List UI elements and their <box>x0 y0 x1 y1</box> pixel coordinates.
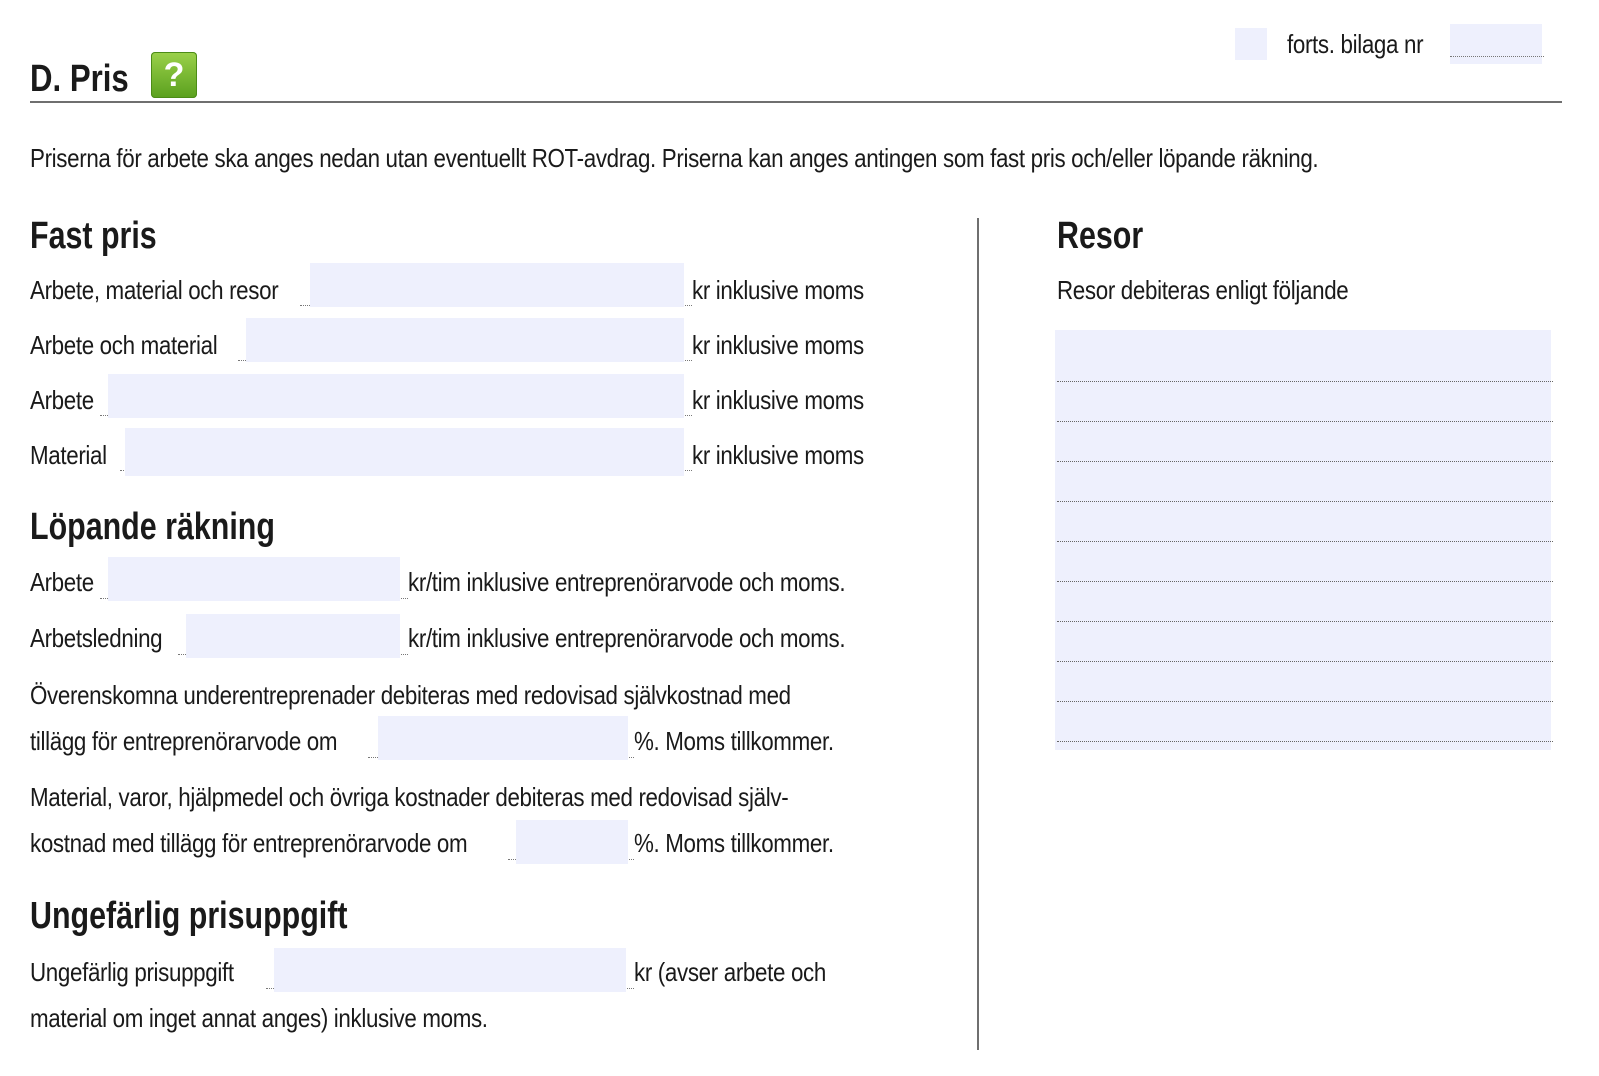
resor-label: Resor debiteras enligt följande <box>1057 275 1349 305</box>
fortsattning-checkbox[interactable] <box>1235 28 1267 60</box>
fast-pris-input-4[interactable] <box>125 428 684 476</box>
lopande-label-1: Arbete <box>30 567 94 597</box>
resor-textarea[interactable] <box>1055 330 1551 750</box>
resor-line <box>1057 621 1553 622</box>
lopande-input-1[interactable] <box>108 557 400 601</box>
bilaga-nr-underline <box>1450 56 1544 57</box>
underentreprenad-percent-input[interactable] <box>378 716 628 760</box>
resor-line <box>1057 381 1553 382</box>
resor-line <box>1057 421 1553 422</box>
ungefarlig-heading: Ungefärlig prisuppgift <box>30 895 348 937</box>
header-divider <box>30 101 1562 103</box>
ungefarlig-input[interactable] <box>274 948 626 992</box>
resor-line <box>1057 701 1553 702</box>
lopande-label-2: Arbetsledning <box>30 623 163 653</box>
section-title: D. Pris <box>30 58 129 100</box>
ungefarlig-suffix-2: material om inget annat anges) inklusive moms. <box>30 1003 488 1033</box>
fast-pris-input-1[interactable] <box>310 263 684 307</box>
fast-pris-label-2: Arbete och material <box>30 330 218 360</box>
fast-pris-suffix-1: kr inklusive moms <box>692 275 864 305</box>
fast-pris-label-1: Arbete, material och resor <box>30 275 279 305</box>
help-icon[interactable]: ? <box>151 52 197 98</box>
material-line2: kostnad med tillägg för entreprenörarvode om <box>30 828 468 858</box>
resor-line <box>1057 461 1553 462</box>
fast-pris-input-2[interactable] <box>246 318 684 362</box>
material-percent-input[interactable] <box>516 820 628 864</box>
fast-pris-label-4: Material <box>30 440 107 470</box>
lopande-input-2[interactable] <box>186 614 400 658</box>
resor-heading: Resor <box>1057 215 1144 257</box>
fortsattning-label: forts. bilaga nr <box>1287 29 1424 59</box>
resor-line <box>1057 661 1553 662</box>
intro-text: Priserna för arbete ska anges nedan utan eventuellt ROT-avdrag. Priserna kan anges antingen som fast pris och/eller löpande räkning. <box>30 143 1319 173</box>
lopande-heading: Löpande räkning <box>30 506 275 548</box>
underentreprenad-line2: tillägg för entreprenörarvode om <box>30 726 338 756</box>
ungefarlig-suffix-1: kr (avser arbete och <box>634 957 826 987</box>
ungefarlig-label: Ungefärlig prisuppgift <box>30 957 234 987</box>
underentreprenad-suffix: %. Moms tillkommer. <box>634 726 834 756</box>
fast-pris-label-3: Arbete <box>30 385 94 415</box>
fast-pris-suffix-4: kr inklusive moms <box>692 440 864 470</box>
resor-line <box>1057 541 1553 542</box>
column-divider <box>977 218 979 1050</box>
resor-line <box>1057 741 1553 742</box>
resor-line <box>1057 501 1553 502</box>
underentreprenad-line1: Överenskomna underentreprenader debiteras med redovisad självkostnad med <box>30 680 791 710</box>
material-line1: Material, varor, hjälpmedel och övriga kostnader debiteras med redovisad själv- <box>30 782 789 812</box>
fast-pris-input-3[interactable] <box>108 374 684 418</box>
fast-pris-suffix-3: kr inklusive moms <box>692 385 864 415</box>
material-suffix: %. Moms tillkommer. <box>634 828 834 858</box>
bilaga-nr-input[interactable] <box>1450 24 1542 64</box>
resor-line <box>1057 581 1553 582</box>
lopande-suffix-2: kr/tim inklusive entreprenörarvode och moms. <box>408 623 846 653</box>
lopande-suffix-1: kr/tim inklusive entreprenörarvode och moms. <box>408 567 846 597</box>
fast-pris-heading: Fast pris <box>30 215 157 257</box>
fast-pris-suffix-2: kr inklusive moms <box>692 330 864 360</box>
